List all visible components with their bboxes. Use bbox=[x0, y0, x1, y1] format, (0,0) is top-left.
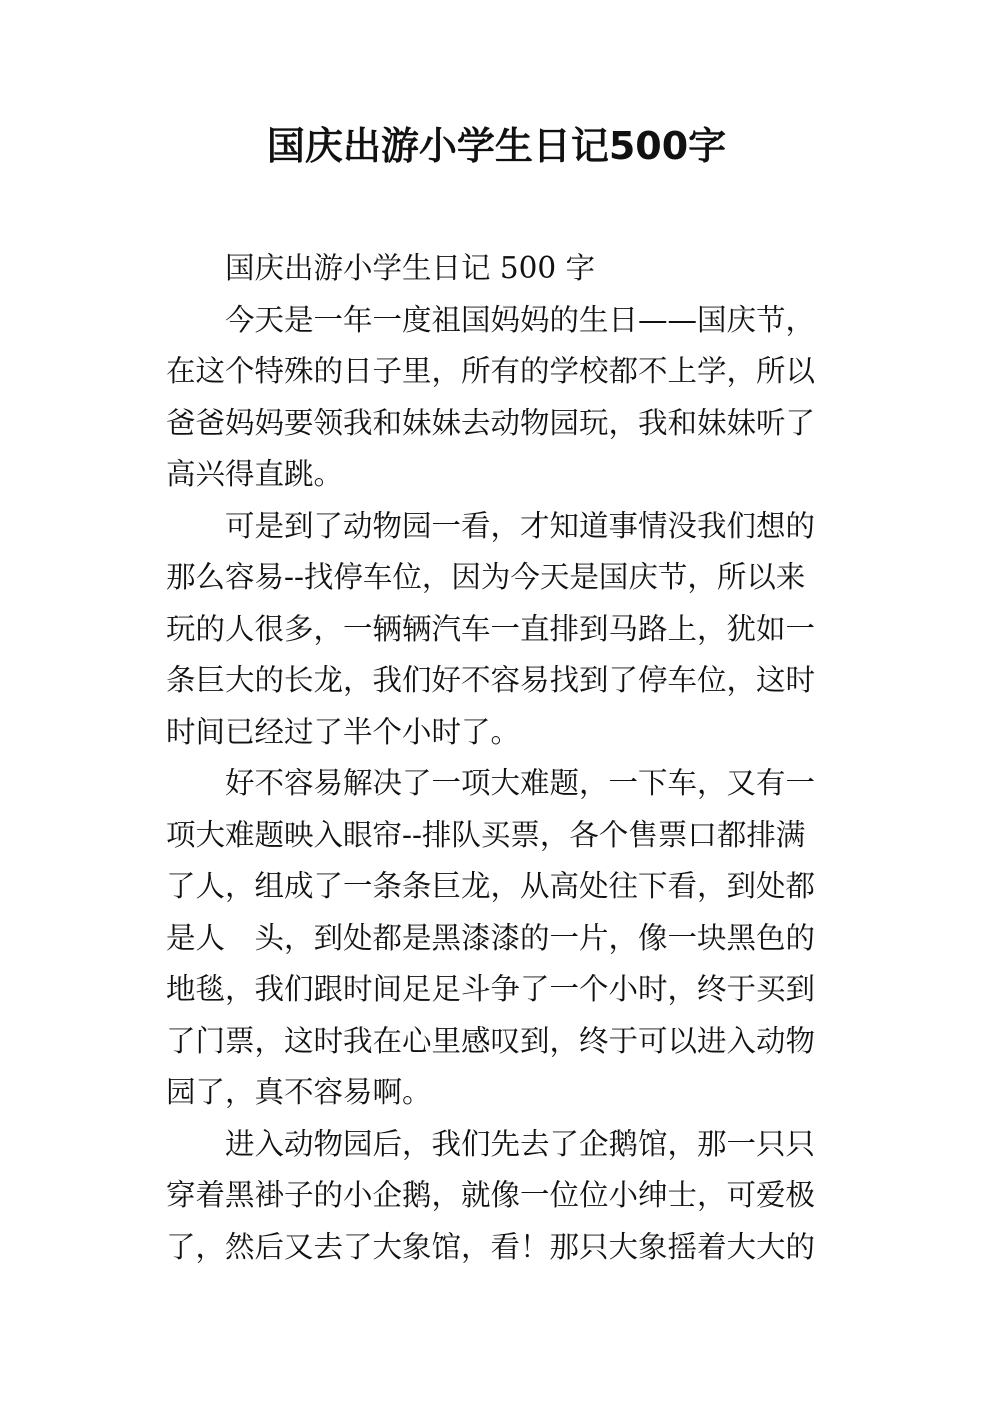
paragraph-line: 在这个特殊的日子里，所有的学校都不上学，所以 bbox=[166, 354, 816, 388]
paragraph-4 bbox=[166, 1119, 830, 1274]
paragraph-line: 进入动物园后，我们先去了企鹅馆，那一只只 bbox=[225, 1126, 816, 1161]
paragraph-line: 那么容易--找停车位，因为今天是国庆节，所以来 bbox=[166, 560, 806, 594]
paragraph-line: 了，然后又去了大象馆，看！那只大象摇着大大的 bbox=[166, 1229, 816, 1264]
paragraph-line: 好不容易解决了一项大难题，一下车，又有一 bbox=[225, 766, 816, 800]
paragraph-line: 地毯，我们跟时间足足斗争了一个小时，终于买到 bbox=[166, 972, 816, 1006]
paragraph-line: 了门票，这时我在心里感叹到，终于可以进入动物 bbox=[166, 1023, 816, 1058]
paragraph-2 bbox=[166, 501, 830, 759]
paragraph-line: 时间已经过了半个小时了。 bbox=[166, 714, 521, 749]
paragraph-line: 爸爸妈妈要领我和妹妹去动物园玩，我和妹妹听了 bbox=[166, 405, 816, 440]
paragraph-line: 条巨大的长龙，我们好不容易找到了停车位，这时 bbox=[166, 663, 816, 697]
paragraph-line: 是人 头，到处都是黑漆漆的一片，像一块黑色的 bbox=[166, 920, 816, 955]
paragraph-line: 可是到了动物园一看，才知道事情没我们想的 bbox=[225, 508, 816, 543]
paragraph-line: 穿着黑褂子的小企鹅，就像一位位小绅士，可爱极 bbox=[166, 1178, 816, 1212]
document-title: 国庆出游小学生日记500字 bbox=[266, 124, 727, 168]
paragraph-line: 高兴得直跳。 bbox=[166, 457, 344, 491]
paragraph-1 bbox=[166, 295, 830, 501]
paragraph-line: 玩的人很多，一辆辆汽车一直排到马路上，犹如一 bbox=[166, 611, 816, 646]
document-subtitle: 国庆出游小学生日记 500 字 bbox=[225, 251, 596, 285]
document-body bbox=[166, 243, 830, 1273]
paragraph-line: 今天是一年一度祖国妈妈的生日——国庆节， bbox=[225, 302, 816, 337]
paragraph-line: 园了，真不容易啊。 bbox=[166, 1075, 432, 1109]
paragraph-line: 项大难题映入眼帘--排队买票，各个售票口都排满 bbox=[166, 817, 806, 852]
paragraph-line: 了人，组成了一条条巨龙，从高处往下看，到处都 bbox=[166, 869, 816, 903]
paragraph-3 bbox=[166, 758, 830, 1119]
